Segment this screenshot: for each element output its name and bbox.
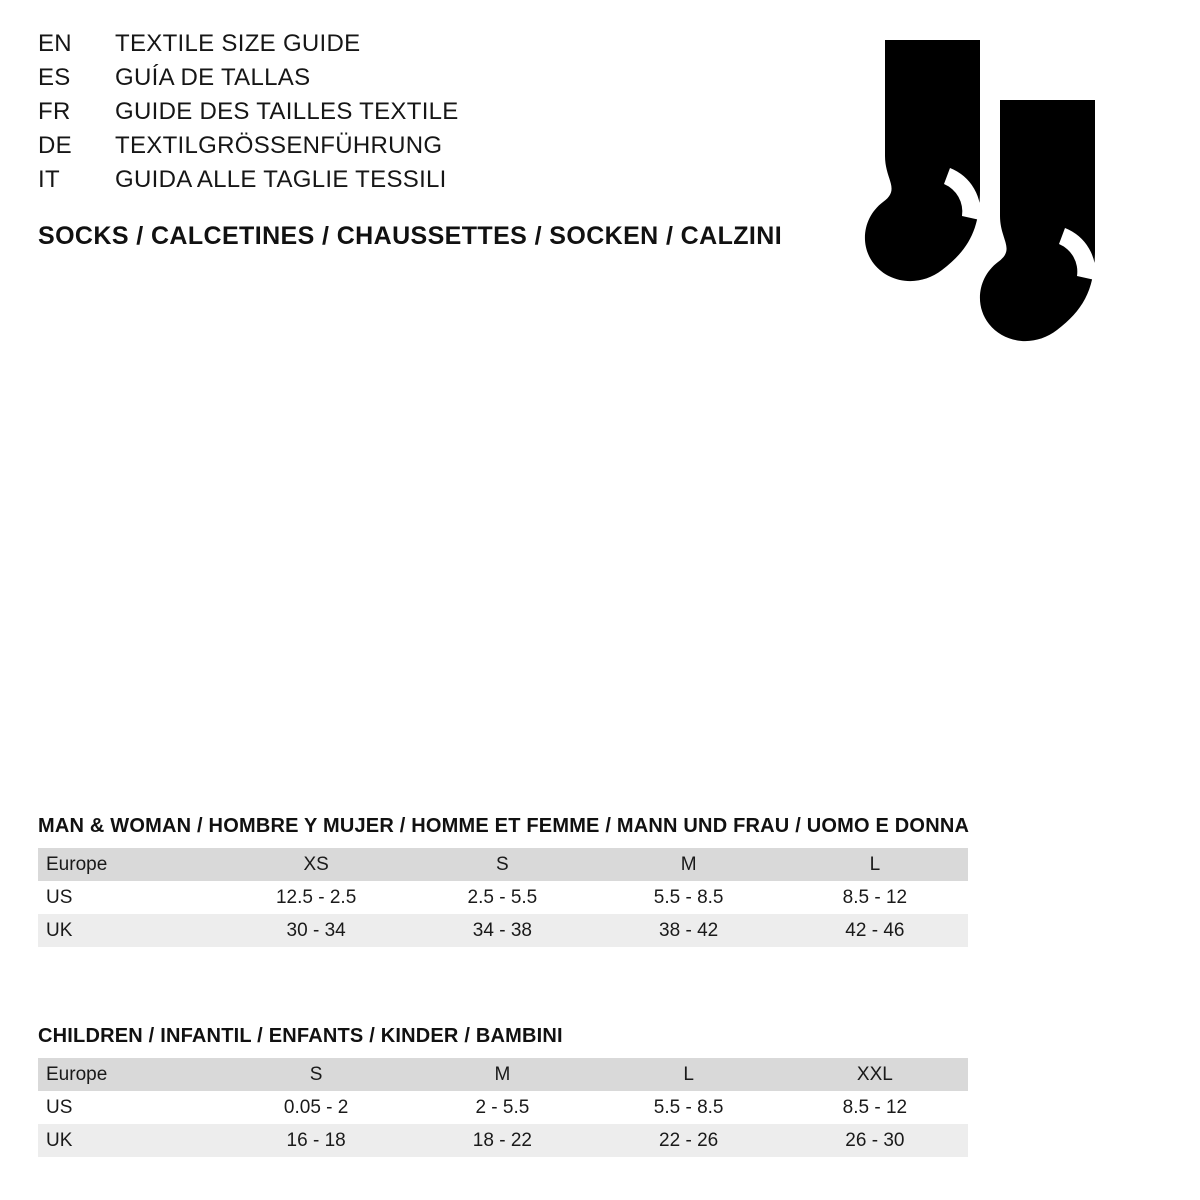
size-table-man-woman — [38, 815, 968, 947]
table-row — [38, 1124, 968, 1157]
language-text-de: TEXTILGRÖSSENFÜHRUNG — [115, 132, 443, 159]
cell-us-4: 8.5 - 12 — [782, 1091, 968, 1124]
cell-uk-3: 38 - 42 — [596, 914, 782, 947]
language-list — [38, 30, 738, 200]
table-children — [38, 1058, 968, 1157]
cell-europe-3: M — [596, 848, 782, 881]
table-title-children: CHILDREN / INFANTIL / ENFANTS / KINDER / BAMBINI — [38, 1025, 563, 1047]
language-text-en: TEXTILE SIZE GUIDE — [115, 30, 361, 57]
cell-europe-2: M — [409, 1058, 595, 1091]
row-label-europe: Europe — [38, 848, 223, 881]
socks-illustration — [800, 30, 1130, 370]
row-label-europe: Europe — [38, 1058, 223, 1091]
cell-europe-2: S — [409, 848, 595, 881]
language-text-es: GUÍA DE TALLAS — [115, 64, 311, 91]
language-code-fr: FR — [38, 98, 71, 125]
language-code-es: ES — [38, 64, 71, 91]
table-row — [38, 1058, 968, 1091]
language-code-de: DE — [38, 132, 72, 159]
table-title-man-woman: MAN & WOMAN / HOMBRE Y MUJER / HOMME ET FEMME / MANN UND FRAU / UOMO E DONNA — [38, 815, 970, 837]
cell-us-4: 8.5 - 12 — [782, 881, 968, 914]
language-row-en — [38, 30, 738, 64]
cell-uk-2: 34 - 38 — [409, 914, 595, 947]
table-row — [38, 914, 968, 947]
cell-uk-4: 42 - 46 — [782, 914, 968, 947]
table-row — [38, 1091, 968, 1124]
cell-europe-4: L — [782, 848, 968, 881]
language-code-en: EN — [38, 30, 72, 57]
row-label-uk: UK — [38, 1124, 223, 1157]
cell-europe-1: S — [223, 1058, 409, 1091]
cell-uk-2: 18 - 22 — [409, 1124, 595, 1157]
language-text-fr: GUIDE DES TAILLES TEXTILE — [115, 98, 459, 125]
table-row — [38, 881, 968, 914]
table-row — [38, 848, 968, 881]
language-row-es — [38, 64, 738, 98]
cell-us-2: 2.5 - 5.5 — [409, 881, 595, 914]
size-table-children — [38, 1025, 968, 1157]
cell-us-1: 0.05 - 2 — [223, 1091, 409, 1124]
cell-uk-3: 22 - 26 — [596, 1124, 782, 1157]
cell-europe-3: L — [596, 1058, 782, 1091]
row-label-uk: UK — [38, 914, 223, 947]
table-man-woman — [38, 848, 968, 947]
cell-us-1: 12.5 - 2.5 — [223, 881, 409, 914]
language-row-fr — [38, 98, 738, 132]
row-label-us: US — [38, 1091, 223, 1124]
cell-us-3: 5.5 - 8.5 — [596, 1091, 782, 1124]
language-text-it: GUIDA ALLE TAGLIE TESSILI — [115, 166, 447, 193]
cell-us-3: 5.5 - 8.5 — [596, 881, 782, 914]
cell-uk-1: 30 - 34 — [223, 914, 409, 947]
cell-uk-4: 26 - 30 — [782, 1124, 968, 1157]
cell-us-2: 2 - 5.5 — [409, 1091, 595, 1124]
row-label-us: US — [38, 881, 223, 914]
product-category-title: SOCKS / CALCETINES / CHAUSSETTES / SOCKEN / CALZINI — [38, 222, 783, 250]
cell-uk-1: 16 - 18 — [223, 1124, 409, 1157]
cell-europe-4: XXL — [782, 1058, 968, 1091]
cell-europe-1: XS — [223, 848, 409, 881]
language-row-de — [38, 132, 738, 166]
language-row-it — [38, 166, 738, 200]
language-code-it: IT — [38, 166, 60, 193]
